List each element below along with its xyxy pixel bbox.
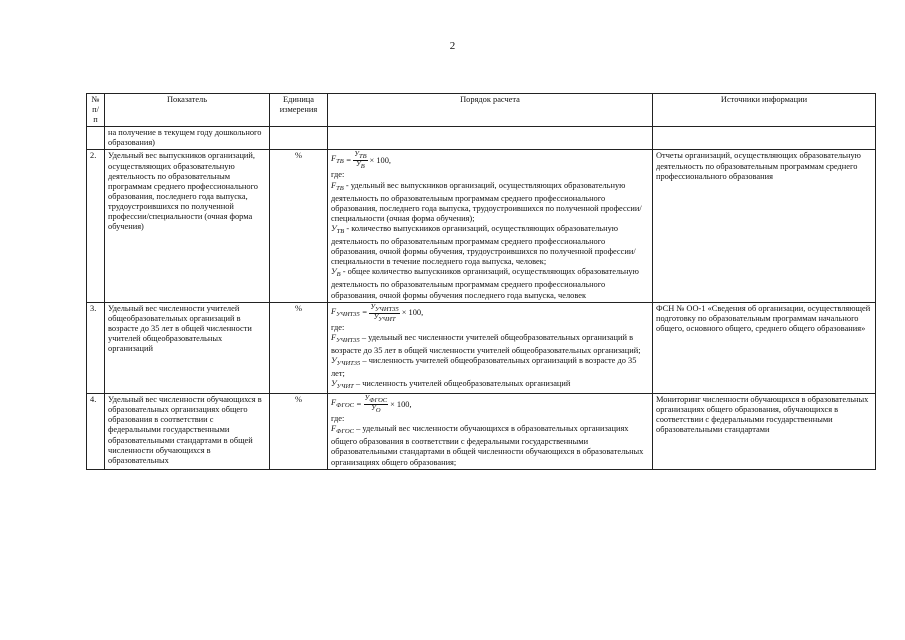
where-label: где: bbox=[331, 322, 345, 332]
formula-subscript: ФГОС bbox=[336, 402, 354, 410]
formula-subscript: ФГОС bbox=[336, 428, 354, 436]
formula-equals: = bbox=[361, 308, 368, 318]
cell-calc bbox=[328, 394, 653, 469]
cell-unit: % bbox=[270, 150, 328, 302]
fraction-numerator bbox=[369, 304, 399, 314]
formula-symbol: $F_{ТВ}$ bbox=[331, 180, 344, 192]
formula-subscript: ТВ bbox=[336, 227, 345, 235]
cell-source bbox=[653, 127, 876, 150]
formula-symbol: УФГОС bbox=[364, 395, 388, 405]
definition: $F_{ФГОС}$ – удельный вес численности обучающихся в образовательных организациях общего образования в соответствии с федеральными государственными образовательными стандартами в общей численности обучающихся в образовательных организациях общего образования; bbox=[331, 424, 644, 467]
formula-fraction bbox=[369, 304, 399, 323]
formula-symbol: $F_{ТВ}$ bbox=[331, 154, 344, 166]
table-row-continuation bbox=[87, 127, 876, 150]
header-unit: Единица измерения bbox=[270, 94, 328, 127]
header-calc: Порядок расчета bbox=[328, 94, 653, 127]
formula-subscript: УЧИТ35 bbox=[336, 359, 361, 367]
where-label: где: bbox=[331, 170, 345, 180]
definition: $У_В$ - общее количество выпускников организаций, осуществляющих образовательную деятельность по образовательным программам среднего профессионального образования, очной формы обучения последнего года выпуска, человек bbox=[331, 267, 639, 300]
definition: $У_{ТВ}$ - количество выпускников организаций, осуществляющих образовательную деятельность по образовательным программам среднего профессионального образования, очной формы обучения, трудоустроившихся по полученной профессии/специальности в течение последнего года выпуска, человек; bbox=[331, 223, 636, 267]
formula-symbol: УТВ bbox=[354, 151, 367, 161]
definition: $У_{УЧИТ}$ – численность учителей общеобразовательных организаций bbox=[331, 379, 571, 391]
header-indicator: Показатель bbox=[105, 94, 270, 127]
formula-subscript: ФГОС bbox=[369, 397, 388, 405]
cell-indicator: Удельный вес численности обучающихся в образовательных организациях общего образования в соответствии с федеральными государственными образовательными стандартами в общей численности обучающихся в образовательных bbox=[105, 394, 270, 469]
formula-subscript: УЧИТ35 bbox=[336, 310, 360, 318]
definition: $F_{УЧИТ35}$ – удельный вес численности учителей общеобразовательных организаций в возрасте до 35 лет в общей численности учителей общеобразовательных организаций; bbox=[331, 332, 641, 355]
formula-equals: = bbox=[345, 155, 352, 165]
formula-symbol: УВ bbox=[356, 161, 365, 171]
formula-symbol: $F_{ФГОС}$ bbox=[331, 424, 354, 436]
formula-rest: × 100, bbox=[401, 308, 424, 318]
fraction-denominator bbox=[373, 314, 397, 323]
formula-symbol: $F_{ФГОС}$ bbox=[331, 398, 354, 410]
page-number: 2 bbox=[449, 40, 456, 52]
formula bbox=[331, 151, 649, 170]
formula-subscript: В bbox=[336, 271, 341, 279]
formula bbox=[331, 395, 649, 414]
cell-num: 2. bbox=[87, 150, 105, 302]
cell-indicator: Удельный вес выпускников организаций, осуществляющих образовательную деятельность по образовательным программам среднего профессионального образования, последнего года выпуска, трудоустроившихся по полученной профессии/специальности (очная форма обучения) bbox=[105, 150, 270, 302]
formula-symbol: УО bbox=[371, 405, 381, 415]
formula-symbol: $У_{УЧИТ35}$ bbox=[331, 355, 361, 367]
formula-symbol: $F_{УЧИТ35}$ bbox=[331, 306, 360, 318]
formula-symbol: $F_{УЧИТ35}$ bbox=[331, 332, 360, 344]
table-header-row bbox=[87, 94, 876, 127]
cell-source: ФСН № ОО-1 «Сведения об организации, осуществляющей подготовку по образовательным программам начального общего, основного общего, среднего общего образования» bbox=[653, 302, 876, 394]
definition: $У_{УЧИТ35}$ – численность учителей общеобразовательных организаций в возрасте до 35 лет; bbox=[331, 355, 637, 378]
cell-unit bbox=[270, 127, 328, 150]
table-row bbox=[87, 150, 876, 302]
formula-rest: × 100, bbox=[369, 155, 392, 165]
formula-subscript: УЧИТ35 bbox=[375, 305, 399, 313]
header-num: № п/п bbox=[87, 94, 105, 127]
formula-fraction bbox=[364, 395, 388, 414]
cell-num: 4. bbox=[87, 394, 105, 469]
formula-subscript: ТВ bbox=[336, 158, 344, 166]
table-row bbox=[87, 302, 876, 394]
cell-calc bbox=[328, 150, 653, 302]
cell-num: 3. bbox=[87, 302, 105, 394]
formula-subscript: ТВ bbox=[358, 153, 367, 161]
formula-subscript: УЧИТ35 bbox=[336, 336, 360, 344]
fraction-denominator bbox=[355, 161, 366, 170]
table-row bbox=[87, 394, 876, 469]
formula-symbol: $У_В$ bbox=[331, 267, 341, 279]
fraction-numerator bbox=[364, 395, 388, 405]
formula-symbol: $У_{УЧИТ}$ bbox=[331, 379, 354, 391]
formula-subscript: УЧИТ bbox=[378, 315, 396, 323]
header-source: Источники информации bbox=[653, 94, 876, 127]
formula-fraction bbox=[353, 151, 367, 170]
fraction-numerator bbox=[353, 151, 367, 161]
cell-indicator: Удельный вес численности учителей общеобразовательных организаций в возрасте до 35 лет в общей численности учителей общеобразовательных организаций bbox=[105, 302, 270, 394]
fraction-denominator bbox=[370, 405, 381, 414]
cell-calc bbox=[328, 127, 653, 150]
definition: $F_{ТВ}$ - удельный вес выпускников организаций, осуществляющих образовательную деятельность по образовательным программам среднего профессионального образования, последнего года выпуска, трудоустроившихся по полученной профессии/специальности (очная форма обучения); bbox=[331, 180, 642, 223]
cell-calc bbox=[328, 302, 653, 394]
cell-unit: % bbox=[270, 394, 328, 469]
formula-equals: = bbox=[356, 399, 362, 409]
formula-symbol: $У_{ТВ}$ bbox=[331, 223, 345, 235]
formula-subscript: О bbox=[375, 407, 381, 415]
formula-subscript: В bbox=[360, 163, 365, 171]
cell-indicator: на получение в текущем году дошкольного образования) bbox=[105, 127, 270, 150]
formula-symbol: УУЧИТ35 bbox=[370, 303, 399, 313]
formula bbox=[331, 304, 649, 323]
cell-source: Отчеты организаций, осуществляющих образовательную деятельность по образовательным программам среднего профессионального образования bbox=[653, 150, 876, 302]
where-label: где: bbox=[331, 414, 345, 424]
indicators-table bbox=[86, 93, 876, 470]
formula-subscript: ТВ bbox=[336, 184, 344, 192]
formula-symbol: УУЧИТ bbox=[373, 313, 396, 323]
formula-subscript: УЧИТ bbox=[336, 383, 354, 391]
cell-unit: % bbox=[270, 302, 328, 394]
cell-source: Мониторинг численности обучающихся в образовательных организациях общего образования, обучающихся в соответствии с федеральными государственными образовательными стандартами bbox=[653, 394, 876, 469]
formula-rest: × 100, bbox=[390, 399, 412, 409]
cell-num bbox=[87, 127, 105, 150]
